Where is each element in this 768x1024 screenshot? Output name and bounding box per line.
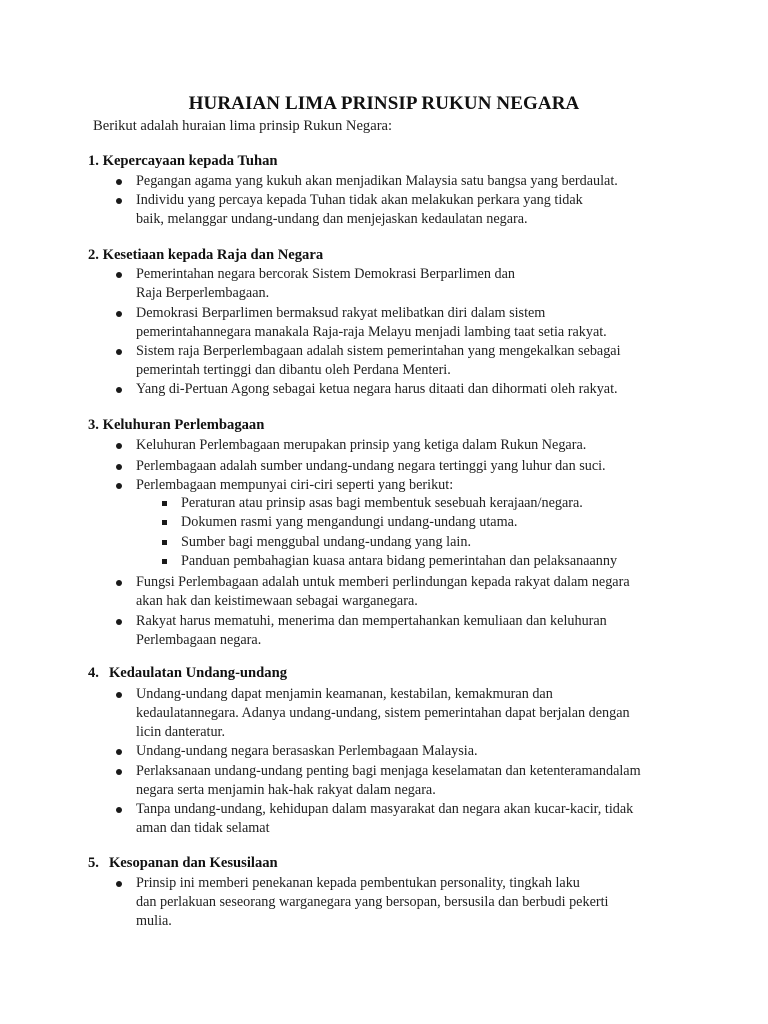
s4-bullet-1 — [136, 685, 676, 742]
s4-bullet-1-line-2: kedaulatannegara. Adanya undang-undang, sistem pemerintahan dapat berjalan dengan — [136, 705, 630, 721]
s3-bullet-5-line-2: Perlembagaan negara. — [136, 632, 262, 648]
s1-bullet-2-line-1: Individu yang percaya kepada Tuhan tidak akan melakukan perkara yang tidak — [136, 192, 583, 208]
s4-bullet-4-line-1: Tanpa undang-undang, kehidupan dalam masyarakat dan negara akan kucar-kacir, tidak — [136, 801, 634, 817]
s3-bullet-4-line-2: akan hak dan keistimewaan sebagai warganegara. — [136, 593, 418, 609]
s2-bullet-1-line-2: Raja Berperlembagaan. — [136, 285, 270, 301]
s4-bullet-1-line-1: Undang-undang dapat menjamin keamanan, kestabilan, kemakmuran dan — [136, 686, 553, 702]
bullet-icon — [116, 387, 122, 393]
bullet-icon — [116, 464, 122, 470]
bullet-icon — [116, 179, 122, 185]
square-bullet-icon — [162, 501, 167, 506]
s3-bullet-5-line-1: Rakyat harus mematuhi, menerima dan mempertahankan kemuliaan dan keluhuran — [136, 613, 607, 629]
section-4-heading — [88, 665, 287, 682]
s3-sub-item-2: Dokumen rasmi yang mengandungi undang-undang utama. — [181, 514, 518, 530]
s4-bullet-4 — [136, 800, 676, 838]
s4-bullet-1-line-3: licin danteratur. — [136, 724, 226, 740]
bullet-icon — [116, 769, 122, 775]
square-bullet-icon — [162, 559, 167, 564]
s1-bullet-2-line-2: baik, melanggar undang-undang dan menjejaskan kedaulatan negara. — [136, 211, 528, 227]
bullet-icon — [116, 807, 122, 813]
square-bullet-icon — [162, 540, 167, 545]
bullet-icon — [116, 443, 122, 449]
s2-bullet-3-line-1: Sistem raja Berperlembagaan adalah sistem pemerintahan yang mengekalkan sebagai — [136, 343, 621, 359]
bullet-icon — [116, 749, 122, 755]
s2-bullet-1 — [136, 265, 676, 303]
bullet-icon — [116, 311, 122, 317]
intro-text: Berikut adalah huraian lima prinsip Rukun Negara: — [93, 118, 393, 134]
s3-sub-item-4: Panduan pembahagian kuasa antara bidang pemerintahan dan pelaksanaanny — [181, 553, 618, 569]
s4-bullet-2 — [136, 742, 676, 761]
s5-bullet-1-line-2: dan perlakuan seseorang warganegara yang bersopan, bersusila dan berbudi pekerti — [136, 894, 609, 910]
s3-bullet-2-line-1: Perlembagaan adalah sumber undang-undang negara tertinggi yang luhur dan suci. — [136, 458, 606, 474]
s3-bullet-2 — [136, 457, 676, 476]
section-2-heading: 2. Kesetiaan kepada Raja dan Negara — [88, 247, 324, 263]
s5-bullet-1-line-3: mulia. — [136, 913, 172, 929]
section-4-number: 4. — [88, 665, 99, 681]
s3-bullet-4 — [136, 573, 676, 611]
bullet-icon — [116, 619, 122, 625]
s5-bullet-1-line-1: Prinsip ini memberi penekanan kepada pembentukan personality, tingkah laku — [136, 875, 580, 891]
bullet-icon — [116, 349, 122, 355]
s3-sub-item-3: Sumber bagi menggubal undang-undang yang lain. — [181, 534, 471, 550]
bullet-icon — [116, 580, 122, 586]
s2-bullet-4-line-1: Yang di-Pertuan Agong sebagai ketua negara harus ditaati dan dihormati oleh rakyat. — [136, 381, 618, 397]
s4-bullet-3 — [136, 762, 676, 800]
bullet-icon — [116, 483, 122, 489]
s3-bullet-3 — [136, 476, 676, 495]
s2-bullet-2 — [136, 304, 676, 342]
s3-bullet-4-line-1: Fungsi Perlembagaan adalah untuk memberi perlindungan kepada rakyat dalam negara — [136, 574, 630, 590]
bullet-icon — [116, 272, 122, 278]
s2-bullet-2-line-2: pemerintahannegara manakala Raja-raja Melayu menjadi lambing taat setia rakyat. — [136, 324, 607, 340]
bullet-icon — [116, 198, 122, 204]
s2-bullet-3-line-2: pemerintah tertinggi dan dibantu oleh Perdana Menteri. — [136, 362, 451, 378]
s4-bullet-4-line-2: aman dan tidak selamat — [136, 820, 270, 836]
s4-bullet-3-line-2: negara serta menjamin hak-hak rakyat dalam negara. — [136, 782, 436, 798]
section-5-heading — [88, 855, 278, 872]
s3-bullet-3-line-1: Perlembagaan mempunyai ciri-ciri seperti yang berikut: — [136, 477, 454, 493]
s2-bullet-4 — [136, 380, 676, 399]
section-4-title: Kedaulatan Undang-undang — [108, 665, 287, 681]
section-5-title: Kesopanan dan Kesusilaan — [108, 855, 278, 871]
s3-bullet-1-line-1: Keluhuran Perlembagaan merupakan prinsip yang ketiga dalam Rukun Negara. — [136, 437, 587, 453]
s1-bullet-1-line-1: Pegangan agama yang kukuh akan menjadikan Malaysia satu bangsa yang berdaulat. — [136, 173, 618, 189]
document-title: HURAIAN LIMA PRINSIP RUKUN NEGARA — [188, 93, 580, 114]
s4-bullet-3-line-1: Perlaksanaan undang-undang penting bagi menjaga keselamatan dan ketenteramandalam — [136, 763, 641, 779]
s3-bullet-5 — [136, 612, 676, 650]
s3-bullet-1 — [136, 436, 676, 455]
section-5-number: 5. — [88, 855, 99, 871]
s1-bullet-1 — [136, 172, 676, 191]
s2-bullet-2-line-1: Demokrasi Berparlimen bermaksud rakyat melibatkan diri dalam sistem — [136, 305, 546, 321]
s4-bullet-2-line-1: Undang-undang negara berasaskan Perlembagaan Malaysia. — [136, 743, 478, 759]
s2-bullet-1-line-1: Pemerintahan negara bercorak Sistem Demokrasi Berparlimen dan — [136, 266, 515, 282]
square-bullet-icon — [162, 520, 167, 525]
s1-bullet-2 — [136, 191, 676, 229]
s3-sub-item-1: Peraturan atau prinsip asas bagi membentuk sesebuah kerajaan/negara. — [181, 495, 583, 511]
section-3-heading: 3. Keluhuran Perlembagaan — [88, 417, 265, 433]
s2-bullet-3 — [136, 342, 676, 380]
bullet-icon — [116, 692, 122, 698]
section-1-heading: 1. Kepercayaan kepada Tuhan — [88, 153, 278, 169]
s5-bullet-1 — [136, 874, 676, 931]
bullet-icon — [116, 881, 122, 887]
